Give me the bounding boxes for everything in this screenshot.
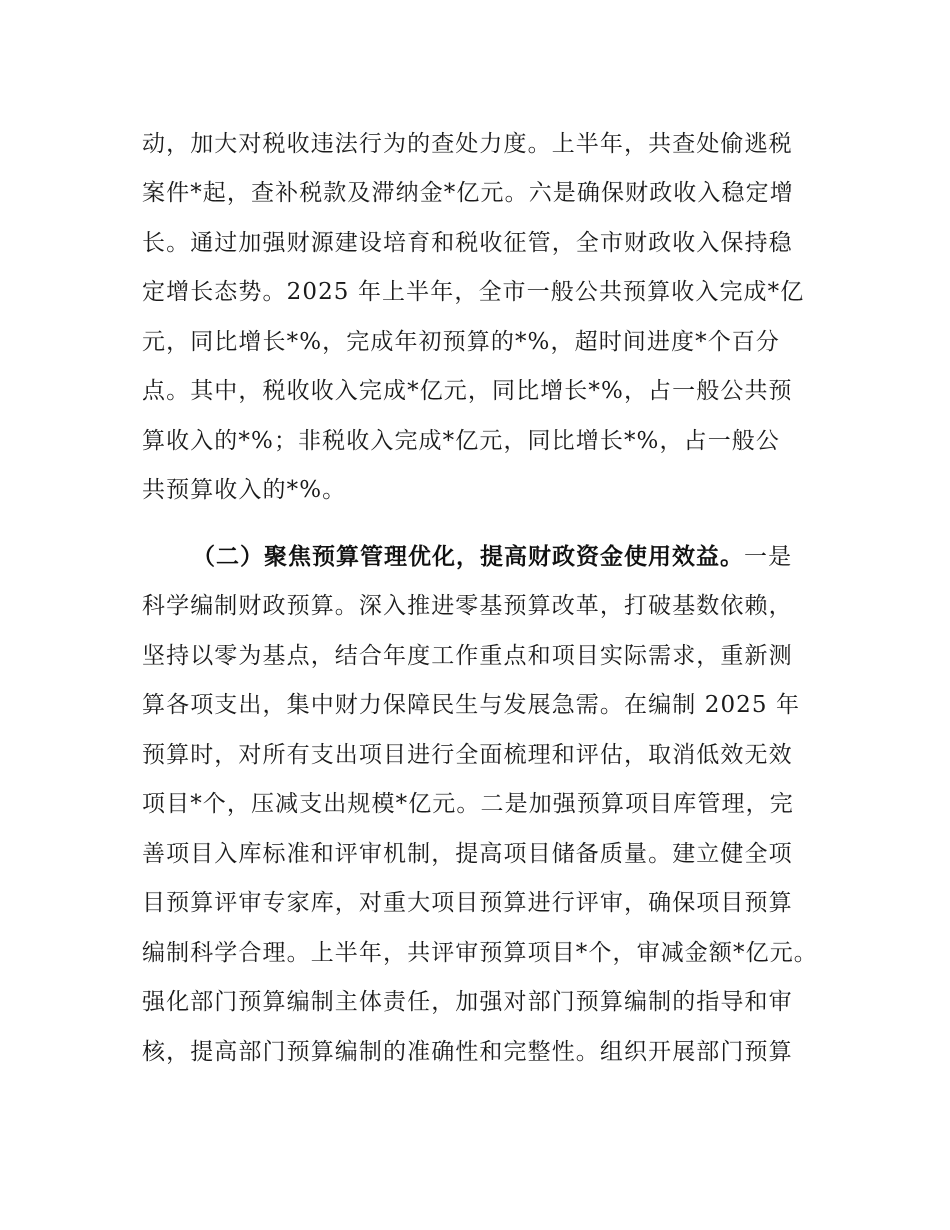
- paragraph-1-line-1: 动，加大对税收违法行为的查处力度。上半年，共查处偷逃税: [142, 131, 793, 157]
- paragraph-2-line-9: 编制科学合理。上半年，共评审预算项目*个，审减金额*亿元。: [142, 940, 818, 966]
- paragraph-2-line-3: 坚持以零为基点，结合年度工作重点和项目实际需求，重新测: [142, 643, 793, 669]
- paragraph-2-line-11: 核，提高部门预算编制的准确性和完整性。组织开展部门预算: [142, 1039, 793, 1065]
- paragraph-1-line-5: 元，同比增长*%，完成年初预算的*%，超时间进度*个百分: [142, 329, 781, 355]
- paragraph-2-first-line: [192, 542, 792, 572]
- paragraph-2-line-5: 预算时，对所有支出项目进行全面梳理和评估，取消低效无效: [142, 742, 793, 768]
- paragraph-1-line-3: 长。通过加强财源建设培育和税收征管，全市财政收入保持稳: [142, 230, 793, 256]
- paragraph-1-line-6: 点。其中，税收收入完成*亿元，同比增长*%，占一般公共预: [142, 378, 793, 404]
- paragraph-2-line-7: 善项目入库标准和评审机制，提高项目储备质量。建立健全项: [142, 841, 793, 867]
- paragraph-2-line-8: 目预算评审专家库，对重大项目预算进行评审，确保项目预算: [142, 890, 793, 916]
- section-heading: （二）聚焦预算管理优化，提高财政资金使用效益。: [192, 544, 744, 570]
- paragraph-1-line-4: 定增长态势。2025 年上半年，全市一般公共预算收入完成*亿: [142, 279, 805, 305]
- paragraph-1-line-7: 算收入的*%；非税收入完成*亿元，同比增长*%，占一般公: [142, 428, 781, 454]
- paragraph-2-line-6: 项目*个，压减支出规模*亿元。二是加强预算项目库管理，完: [142, 791, 794, 817]
- paragraph-1-line-2: 案件*起，查补税款及滞纳金*亿元。六是确保财政收入稳定增: [142, 180, 794, 206]
- paragraph-2-line-2: 科学编制财政预算。深入推进零基预算改革，打破基数依赖，: [142, 593, 793, 619]
- paragraph-1-line-8: 共预算收入的*%。: [142, 477, 347, 503]
- paragraph-2-line-4: 算各项支出，集中财力保障民生与发展急需。在编制 2025 年: [142, 692, 801, 718]
- section-first-line-rest: 一是: [744, 544, 793, 570]
- paragraph-2-line-10: 强化部门预算编制主体责任，加强对部门预算编制的指导和审: [142, 989, 793, 1015]
